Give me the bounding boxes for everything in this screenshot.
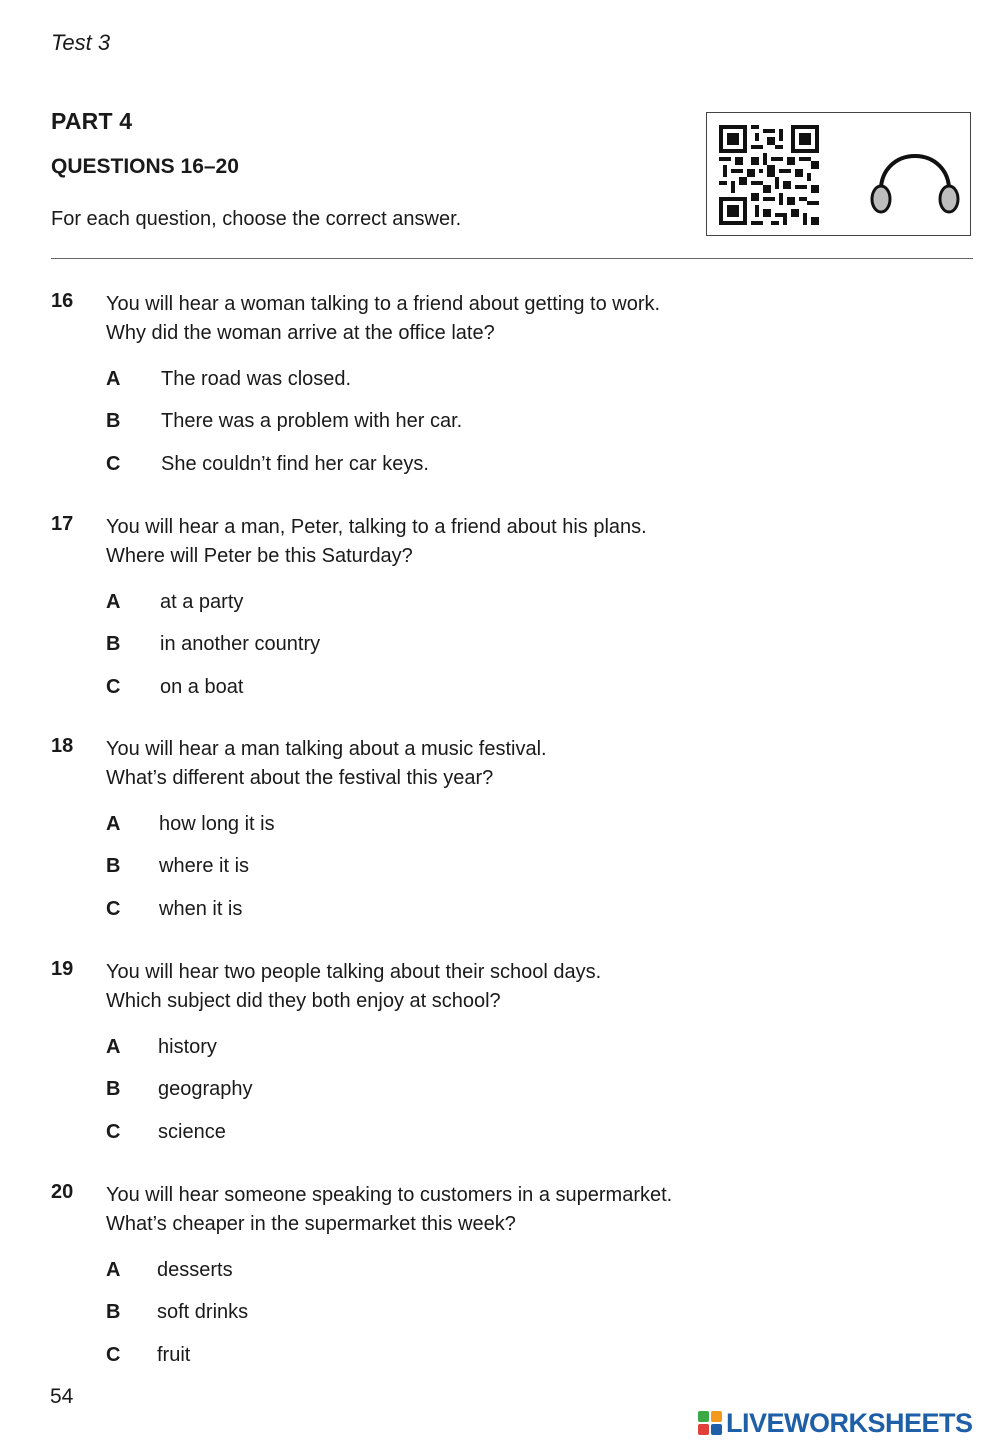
audio-box [706, 112, 971, 236]
option-letter: C [106, 676, 121, 698]
option-letter: B [106, 633, 121, 655]
option-text: how long it is [159, 813, 275, 835]
question-context: You will hear a man, Peter, talking to a friend about his plans. [106, 516, 647, 538]
question-number: 18 [51, 735, 74, 757]
question-text [106, 958, 601, 1016]
option-text: The road was closed. [161, 368, 352, 390]
option-text: She couldn’t find her car keys. [161, 453, 429, 475]
question-number: 16 [51, 290, 74, 312]
option-letter: B [106, 410, 121, 432]
option-letter: A [106, 591, 121, 613]
question-number: 17 [51, 513, 74, 535]
question-prompt: Which subject did they both enjoy at school? [106, 990, 501, 1012]
page-number: 54 [50, 1385, 74, 1408]
option-text: science [158, 1121, 226, 1143]
logo-text: LIVEWORKSHEETS [726, 1407, 973, 1438]
logo-mark-icon [698, 1411, 722, 1435]
option-text: where it is [159, 855, 250, 877]
question-context: You will hear a man talking about a music festival. [106, 738, 547, 760]
question-context: You will hear two people talking about their school days. [106, 961, 602, 983]
question-prompt: What’s cheaper in the supermarket this week? [106, 1213, 516, 1235]
option-text: fruit [157, 1344, 191, 1366]
question-text [106, 735, 547, 793]
option-text: at a party [160, 591, 244, 613]
question-number: 19 [51, 958, 74, 980]
test-label: Test 3 [51, 30, 111, 55]
option-letter: C [106, 1121, 121, 1143]
question-prompt: Why did the woman arrive at the office late? [106, 322, 495, 344]
question-text [106, 513, 647, 571]
option-text: when it is [159, 898, 243, 920]
question-context: You will hear someone speaking to customers in a supermarket. [106, 1184, 673, 1206]
question-number: 20 [51, 1181, 74, 1203]
option-letter: A [106, 1036, 121, 1058]
option-text: history [158, 1036, 217, 1058]
qr-code-icon[interactable] [719, 125, 819, 225]
question-prompt: What’s different about the festival this year? [106, 767, 494, 789]
option-letter: A [106, 1259, 121, 1281]
option-letter: A [106, 813, 121, 835]
option-text: in another country [160, 633, 321, 655]
option-letter: C [106, 1344, 121, 1366]
questions-range-heading: QUESTIONS 16–20 [51, 155, 239, 178]
question-text [106, 1181, 672, 1239]
option-text: soft drinks [157, 1301, 249, 1323]
option-letter: B [106, 1078, 121, 1100]
option-text: There was a problem with her car. [161, 410, 463, 432]
option-letter: B [106, 855, 121, 877]
option-letter: B [106, 1301, 121, 1323]
option-text: desserts [157, 1259, 233, 1281]
question-text [106, 290, 660, 348]
instruction-text: For each question, choose the correct answer. [51, 208, 462, 230]
part-title: PART 4 [51, 108, 133, 134]
question-prompt: Where will Peter be this Saturday? [106, 545, 413, 567]
liveworksheets-logo[interactable] [698, 1408, 973, 1438]
option-text: on a boat [160, 676, 244, 698]
option-letter: C [106, 898, 121, 920]
option-letter: C [106, 453, 121, 475]
option-text: geography [158, 1078, 253, 1100]
option-letter: A [106, 368, 121, 390]
header-divider [51, 258, 973, 259]
question-context: You will hear a woman talking to a friend about getting to work. [106, 293, 661, 315]
headphones-icon [867, 133, 963, 223]
